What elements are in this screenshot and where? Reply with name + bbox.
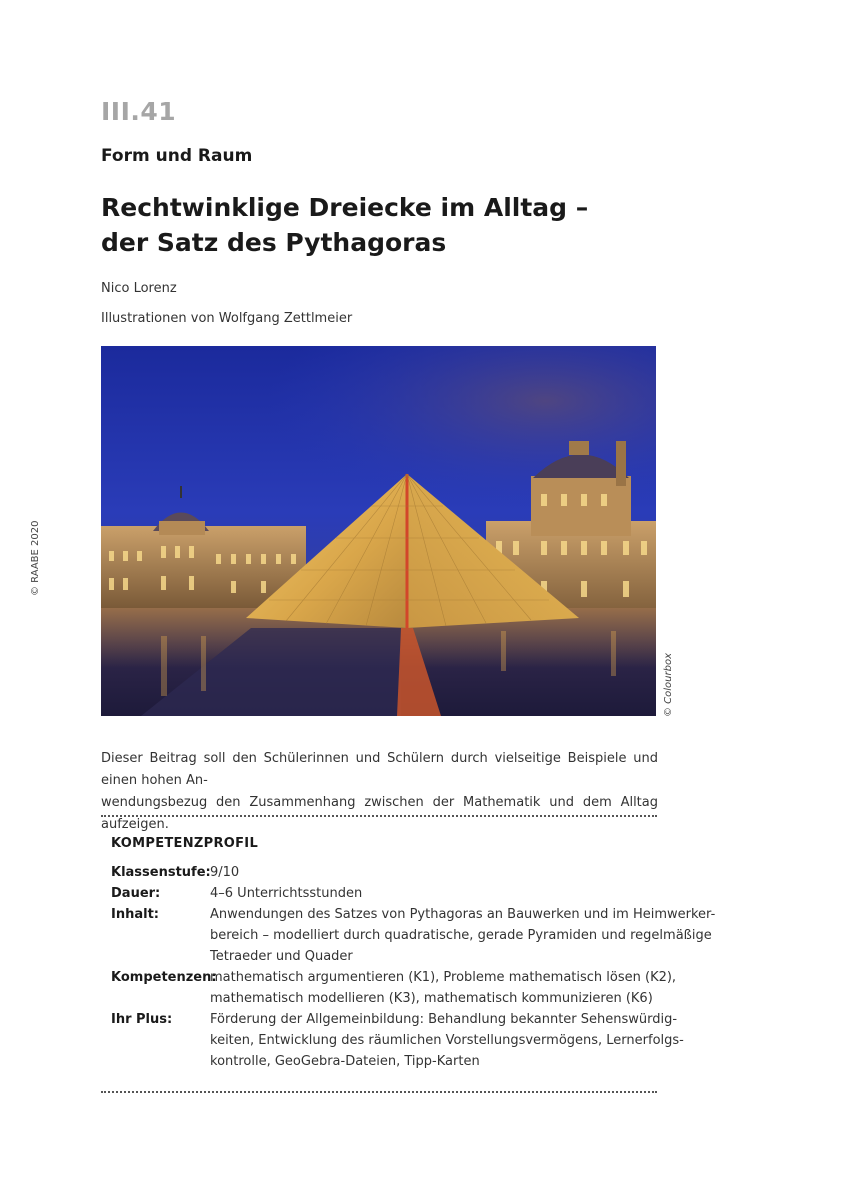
profile-value-line: Anwendungen des Satzes von Pythagoras an Bauwerken und im Heimwerker-: [210, 907, 716, 922]
profile-value-line: Förderung der Allgemeinbildung: Behandlung bekannter Sehenswürdig-: [210, 1012, 678, 1027]
profile-row-klassenstufe: [111, 862, 656, 883]
profile-label: Ihr Plus:: [111, 1012, 173, 1027]
kompetenzprofil-heading: KOMPETENZPROFIL: [111, 836, 259, 851]
profile-label: Inhalt:: [111, 907, 159, 922]
profile-value-line: mathematisch argumentieren (K1), Probleme mathematisch lösen (K2),: [210, 970, 677, 985]
intro-line: wendungsbezug den Zusammenhang zwischen der Mathematik und dem Alltag aufzeigen.: [101, 795, 658, 832]
intro-paragraph: [101, 748, 658, 836]
profile-label: Dauer:: [111, 886, 161, 901]
dotted-divider-bottom: [101, 1091, 657, 1093]
profile-value-line: 4–6 Unterrichtsstunden: [210, 886, 363, 901]
profile-value: [210, 862, 656, 883]
profile-row-inhalt: [111, 904, 716, 967]
profile-value: [210, 1009, 684, 1072]
profile-label: Klassenstufe:: [111, 865, 211, 880]
profile-row-kompetenzen: [111, 967, 677, 1009]
side-copyright: © RAABE 2020: [30, 520, 41, 596]
profile-value-line: mathematisch modellieren (K3), mathematisch kommunizieren (K6): [210, 991, 653, 1006]
title-line: der Satz des Pythagoras: [101, 228, 447, 257]
profile-label: Kompetenzen:: [111, 970, 217, 985]
profile-value: [210, 883, 656, 904]
page-title: [101, 190, 588, 260]
profile-value-line: keiten, Entwicklung des räumlichen Vorstellungsvermögens, Lernerfolgs-: [210, 1033, 684, 1048]
category-label: Form und Raum: [101, 146, 253, 166]
photo-credit: © Colourbox: [663, 652, 674, 717]
louvre-pyramid-photo: [101, 346, 656, 716]
author: Nico Lorenz: [101, 281, 177, 296]
chapter-number: III.41: [101, 97, 177, 126]
illustrator-credit: Illustrationen von Wolfgang Zettlmeier: [101, 311, 353, 326]
dotted-divider-top: [101, 815, 657, 817]
profile-value-line: Tetraeder und Quader: [210, 949, 353, 964]
title-line: Rechtwinklige Dreiecke im Alltag –: [101, 193, 589, 222]
profile-row-dauer: [111, 883, 656, 904]
intro-line: Dieser Beitrag soll den Schülerinnen und Schülern durch vielseitige Beispiele und einen hohen An-: [101, 751, 658, 788]
profile-value: [210, 967, 676, 1009]
profile-value-line: 9/10: [210, 865, 240, 880]
profile-value: [210, 904, 715, 967]
profile-value-line: bereich – modelliert durch quadratische, gerade Pyramiden und regelmäßige: [210, 928, 712, 943]
profile-row-ihr-plus: [111, 1009, 684, 1072]
profile-value-line: kontrolle, GeoGebra-Dateien, Tipp-Karten: [210, 1054, 480, 1069]
